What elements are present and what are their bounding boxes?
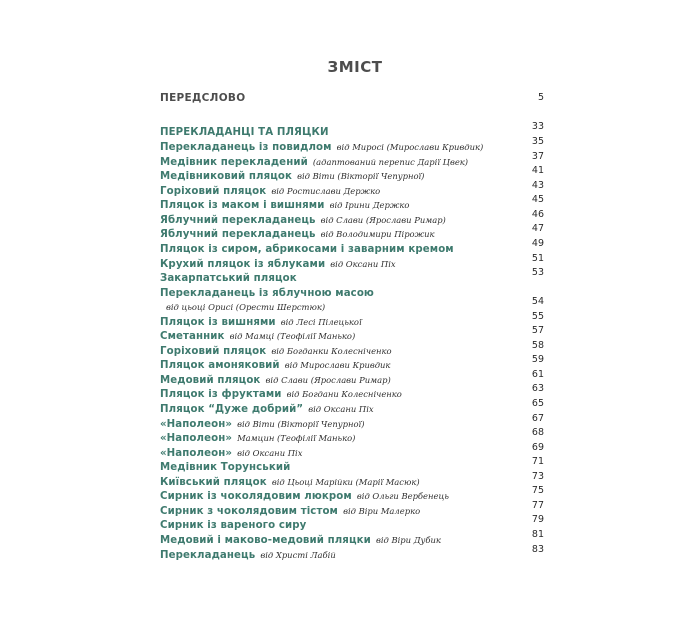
entry-title: Крухий пляцок із яблуками xyxy=(160,258,326,270)
entry-author: від Слави (Ярослави Римар) xyxy=(265,374,391,385)
entry-page-number: 63 xyxy=(531,383,544,395)
entry-page-number: 59 xyxy=(531,354,544,366)
entry-title: Сирник із чоколядовим люкром xyxy=(160,491,352,503)
toc-heading: ЗМІСТ xyxy=(327,58,383,76)
toc-entry[interactable] xyxy=(160,281,544,299)
preface-page-number: 5 xyxy=(537,92,544,103)
entry-title: Київський пляцок xyxy=(160,476,267,488)
entry-title: Горіховий пляцок xyxy=(160,345,267,357)
entry-page-number: 45 xyxy=(531,194,544,206)
entry-page-number: 69 xyxy=(531,441,544,453)
toc-entry[interactable] xyxy=(160,441,544,459)
toc-entry[interactable] xyxy=(160,513,544,532)
entry-title: Пляцок із сиром, абрикосами і заварним кремом xyxy=(160,244,454,256)
entry-page-number: 37 xyxy=(531,150,544,162)
entry-title: Яблучний перекладанець xyxy=(160,214,316,226)
entry-page-number: 51 xyxy=(531,252,544,264)
toc-entry[interactable] xyxy=(160,426,544,445)
entry-author: (адаптований перепис Дарії Цвек) xyxy=(312,156,469,167)
toc-entry[interactable] xyxy=(160,324,544,343)
entry-title: Медовий і маково-медовий пляцки xyxy=(160,534,371,546)
entry-author: від Богданки Колесніченко xyxy=(271,345,392,356)
entry-author: від Володимири Пірожик xyxy=(320,229,435,240)
toc-entry[interactable] xyxy=(160,222,544,241)
toc-entry[interactable] xyxy=(160,252,544,270)
entry-author: від Оксани Піх xyxy=(330,258,396,269)
toc-entry[interactable] xyxy=(160,339,544,357)
toc-entry[interactable] xyxy=(160,455,544,474)
entry-page-number: 41 xyxy=(531,165,544,177)
entry-page-number: 61 xyxy=(531,368,544,380)
entry-page-number: 43 xyxy=(531,179,544,191)
entry-title: Медівник Торунський xyxy=(160,462,291,474)
entry-page-number: 81 xyxy=(531,528,544,540)
entry-page-number: 83 xyxy=(531,543,544,555)
entry-author: від Христі Лабій xyxy=(260,549,336,560)
entry-title: Пляцок із маком і вишнями xyxy=(160,200,325,212)
entry-author: від Слави (Ярослави Римар) xyxy=(320,214,446,225)
toc-entry[interactable] xyxy=(160,368,544,386)
entry-title: Перекладанець із яблучною масою xyxy=(160,287,374,299)
entry-title: Яблучний перекладанець xyxy=(160,229,316,241)
entry-page-number: 46 xyxy=(531,208,544,220)
entry-title: Пляцок із фруктами xyxy=(160,389,282,401)
entry-author: від Ольги Вербенець xyxy=(356,491,449,502)
entry-page-number: 55 xyxy=(531,310,544,322)
entry-author: від Ірини Держко xyxy=(329,200,410,211)
entry-author: від Оксани Піх xyxy=(308,404,374,415)
entry-title: Перекладанець xyxy=(160,549,256,561)
entry-page-number: 35 xyxy=(531,136,544,148)
toc-entry[interactable] xyxy=(160,543,544,561)
toc-entry[interactable] xyxy=(160,208,544,226)
entry-author: від Лесі Пілецької xyxy=(280,316,362,327)
entry-author: від Мирослави Кривдик xyxy=(284,360,391,371)
entry-title: Сирник з чоколядовим тістом xyxy=(160,505,338,517)
entry-title: Сметанник xyxy=(160,331,225,343)
entry-author: від Богдани Колесніченко xyxy=(286,389,402,400)
entry-author: від Мамці (Теофілії Манько) xyxy=(229,331,356,342)
toc-entry[interactable] xyxy=(160,135,544,154)
entry-page-number: 53 xyxy=(531,267,544,279)
entry-page-number: 58 xyxy=(531,339,544,351)
toc-entry[interactable] xyxy=(160,353,544,372)
toc-entry[interactable] xyxy=(160,528,544,546)
toc-entry[interactable] xyxy=(160,499,544,517)
toc-entry[interactable] xyxy=(160,295,544,313)
toc-entry[interactable] xyxy=(160,120,544,138)
preface-label: ПЕРЕДСЛОВО xyxy=(160,92,246,104)
toc-entry[interactable] xyxy=(160,470,544,488)
entry-title: Медівник перекладений xyxy=(160,156,308,168)
entry-author: від Ростислави Держко xyxy=(271,185,381,196)
toc-entry[interactable] xyxy=(160,150,544,168)
toc-entry[interactable] xyxy=(160,179,544,197)
toc-entry[interactable] xyxy=(160,412,544,430)
entry-page-number: 75 xyxy=(531,485,544,497)
entry-title: Закарпатський пляцок xyxy=(160,273,297,285)
toc-entries xyxy=(160,120,544,561)
toc-entry[interactable] xyxy=(160,164,544,183)
entry-title: Пляцок із вишнями xyxy=(160,316,276,328)
entry-page-number: 33 xyxy=(531,121,544,132)
entry-title: Медівниковий пляцок xyxy=(160,171,292,183)
entry-title: Медовий пляцок xyxy=(160,374,261,386)
entry-page-number: 54 xyxy=(531,296,544,308)
entry-title: Пляцок “Дуже добрий” xyxy=(160,404,304,416)
entry-page-number: 68 xyxy=(531,427,544,439)
toc-entry[interactable] xyxy=(160,382,544,401)
entry-page-number: 79 xyxy=(531,514,544,526)
entry-page-number: 67 xyxy=(531,412,544,424)
entry-page-number: 73 xyxy=(531,470,544,482)
entry-author: від Миросі (Мирослави Кривдик) xyxy=(336,142,484,153)
entry-author: від Віти (Вікторії Чепурної) xyxy=(297,171,425,182)
entry-author: від Цьоці Марійки (Марії Масюк) xyxy=(271,476,420,487)
entry-title: Пляцок амоняковий xyxy=(160,360,280,372)
toc-preface-entry[interactable] xyxy=(160,92,544,108)
entry-author: від Оксани Піх xyxy=(237,447,303,458)
entry-author: від цьоці Орисі (Орести Шерстюк) xyxy=(166,302,326,313)
entry-page-number: 71 xyxy=(531,456,544,468)
entry-title: Горіховий пляцок xyxy=(160,185,267,197)
toc-entry[interactable] xyxy=(160,193,544,212)
entry-title: «Наполеон» xyxy=(160,447,233,459)
toc-entry[interactable] xyxy=(160,266,544,285)
entry-page-number: 47 xyxy=(531,223,544,235)
entry-title: ПЕРЕКЛАДАНЦІ ТА ПЛЯЦКИ xyxy=(160,127,329,138)
toc-entry[interactable] xyxy=(160,484,544,503)
entry-page-number: 57 xyxy=(531,325,544,337)
entry-page-number: 65 xyxy=(531,398,544,410)
entry-author: Мамцин (Теофілії Манько) xyxy=(237,433,356,444)
entry-author: від Віти (Вікторії Чепурної) xyxy=(237,418,365,429)
entry-title: Сирник із вареного сиру xyxy=(160,520,307,532)
entry-author: від Віри Малерко xyxy=(343,505,421,516)
entry-title: «Наполеон» xyxy=(160,418,233,430)
toc-entry[interactable] xyxy=(160,237,544,256)
toc-entry[interactable] xyxy=(160,310,544,328)
entry-title: «Наполеон» xyxy=(160,433,233,445)
entry-author: від Віри Дубик xyxy=(375,534,441,545)
entry-title: Перекладанець із повидлом xyxy=(160,142,332,154)
toc-entry[interactable] xyxy=(160,397,544,416)
entry-page-number: 77 xyxy=(531,499,544,511)
entry-page-number: 49 xyxy=(531,238,544,250)
